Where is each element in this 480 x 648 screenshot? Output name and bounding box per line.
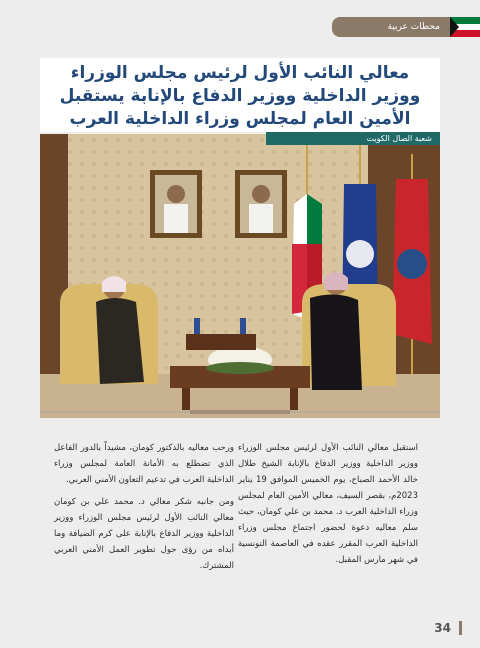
photo-divider [40,411,440,413]
article-photo [40,134,440,418]
page-number: 34 [434,621,462,635]
section-tab [332,17,480,37]
photo-credit: شعبة الصال الكويت [266,132,440,145]
paragraph: استقبل معالي النائب الأول لرئيس مجلس الوزراء ووزير الداخلية ووزير الدفاع بالإنابة الشيخ طلال خالد الأحمد الصباح، يوم الخميس الموافق 19 يناير 2023م، بقصر السيف، معالي الأمين العام لمجلس وزراء الداخلية العرب د. محمد بن علي كومان، حيث سلم معاليه دعوة لحضور اجتماع مجلس وزراء الداخلية العرب المقرر عقده في العاصمة التونسية في شهر مارس المقبل. [238,443,418,565]
title-box [40,58,440,132]
article-title: معالي النائب الأول لرئيس مجلس الوزراء ووزير الداخلية ووزير الدفاع بالإنابة يستقبل الأمين العام لمجلس وزراء الداخلية العرب [59,63,421,129]
paragraph: ومن جانبه شكر معالي د. محمد علي بن كومان معالي النائب الأول لرئيس مجلس الوزراء ووزير الداخلية ووزير الدفاع بالإنابة على كرم الضيافة وما أبداه من رؤى حول تطوير العمل الأمني العربي المشترك. [54,497,234,571]
kuwait-flag-icon [450,17,480,37]
column-right [238,440,418,574]
section-label: محطات عربية [332,17,450,37]
paragraph: ورحب معاليه بالدكتور كومان، مشيداً بالدور الفاعل الذي تضطلع به الأمانة العامة لمجلس وزراء الداخلية العرب في تدعيم التعاون الأمني العربي. [54,443,234,485]
column-left [54,440,234,580]
